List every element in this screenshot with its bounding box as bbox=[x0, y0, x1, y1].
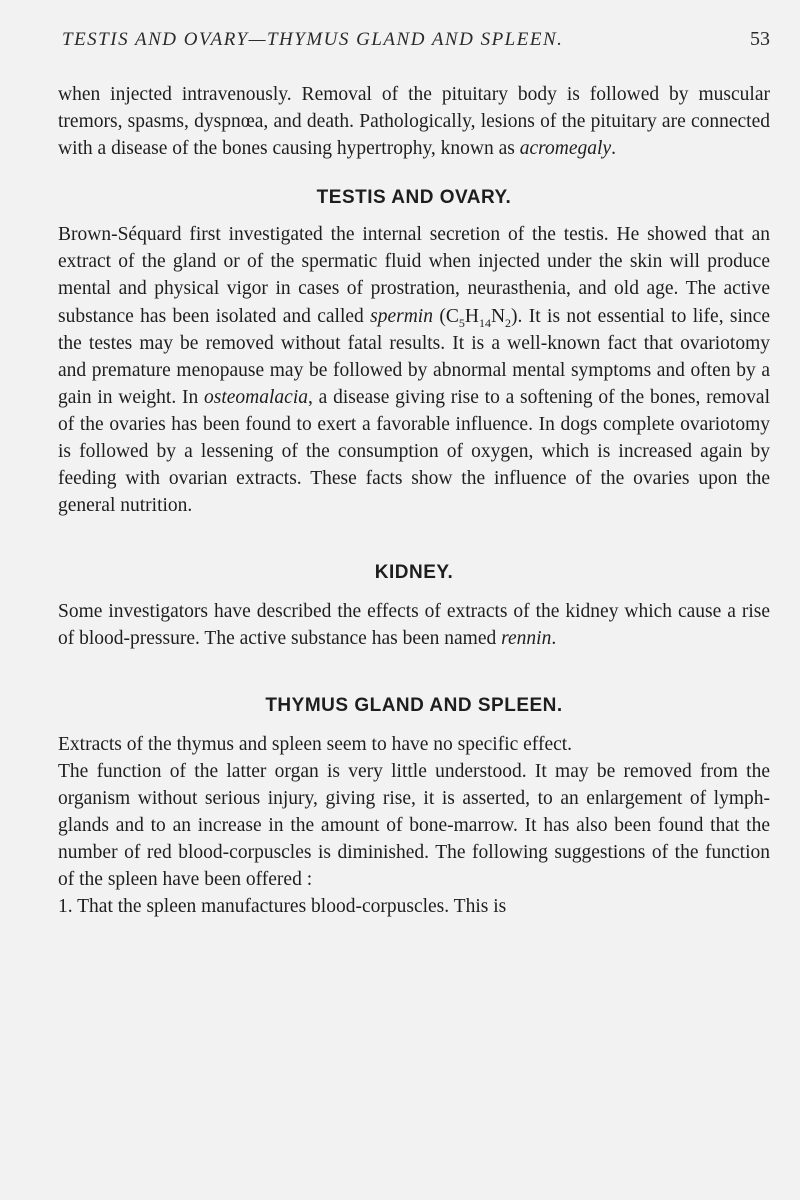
page-number: 53 bbox=[750, 28, 770, 50]
formula-sub-c: 5 bbox=[458, 315, 465, 330]
thymus-paragraph-1: Extracts of the thymus and spleen seem to have no specific effect. bbox=[58, 733, 573, 755]
formula-open: (C bbox=[432, 305, 459, 327]
section-heading-testis: TESTIS AND OVARY. bbox=[316, 187, 512, 209]
section-heading-kidney: KIDNEY. bbox=[374, 562, 454, 584]
thymus-paragraph-3: 1. That the spleen manufactures blood-corpuscles. This is bbox=[58, 896, 507, 918]
formula-close: ). bbox=[511, 305, 523, 327]
running-head-title: TESTIS AND OVARY—THYMUS GLAND AND SPLEEN. bbox=[62, 29, 564, 50]
testis-text-2: It is not essential to life, since the testes may be removed without fatal results. It is a well-known fact that ovariotomy and premature menopause may be followed by abnormal mental symptoms and often by a gain in weight. In bbox=[58, 305, 770, 408]
testis-text-3: , a disease giving rise to a softening of the bones, removal of the ovaries has been found to exert a favorable influence. In dogs complete ovariotomy is followed by a lessening of the consumption of oxygen, which is increased again by feeding with ovarian extracts. These facts show the influence of the ovaries upon the general nutrition. bbox=[58, 386, 770, 517]
testis-paragraph bbox=[58, 221, 770, 519]
kidney-text-1: Some investigators have described the effects of extracts of the kidney which cause a rise of blood-pressure. The active substance has been named bbox=[58, 601, 770, 650]
testis-text-1: Brown-Séquard first investigated the internal secretion of the testis. He showed that an extract of the gland or of the spermatic fluid when injected under the skin will produce mental and physical vigor in cases of prostration, neurasthenia, and old age. The active substance has been isolated and called bbox=[58, 224, 770, 327]
formula-n: N bbox=[490, 305, 506, 327]
kidney-text-2: . bbox=[551, 628, 557, 650]
section-heading-thymus: THYMUS GLAND AND SPLEEN. bbox=[265, 694, 563, 716]
intro-end: . bbox=[611, 138, 616, 160]
kidney-paragraph bbox=[58, 598, 770, 652]
formula-h: H bbox=[464, 305, 479, 327]
formula-sub-n: 2 bbox=[505, 315, 512, 330]
osteomalacia-term: osteomalacia bbox=[204, 386, 308, 408]
rennin-term: rennin bbox=[501, 628, 552, 650]
intro-paragraph bbox=[58, 81, 770, 162]
thymus-paragraph-2: The function of the latter organ is very little understood. It may be removed from the organism without serious injury, giving rise, it is asserted, to an enlargement of lymph-glands and to an increase in the amount of bone-marrow. It has also been found that the number of red blood-corpuscles is diminished. The following suggestions of the function of the spleen have been offered : bbox=[58, 760, 770, 890]
acromegaly-term: acromegaly bbox=[519, 138, 612, 160]
book-page bbox=[58, 28, 770, 920]
spermin-term: spermin bbox=[370, 305, 433, 327]
formula-sub-h: 14 bbox=[478, 315, 491, 330]
intro-text: when injected intravenously. Removal of the pituitary body is followed by muscular tremors, spasms, dyspnœa, and death. Pathologically, lesions of the pituitary are connected with a disease of the bones causing hypertrophy, known as bbox=[58, 84, 770, 160]
running-head bbox=[58, 28, 770, 51]
